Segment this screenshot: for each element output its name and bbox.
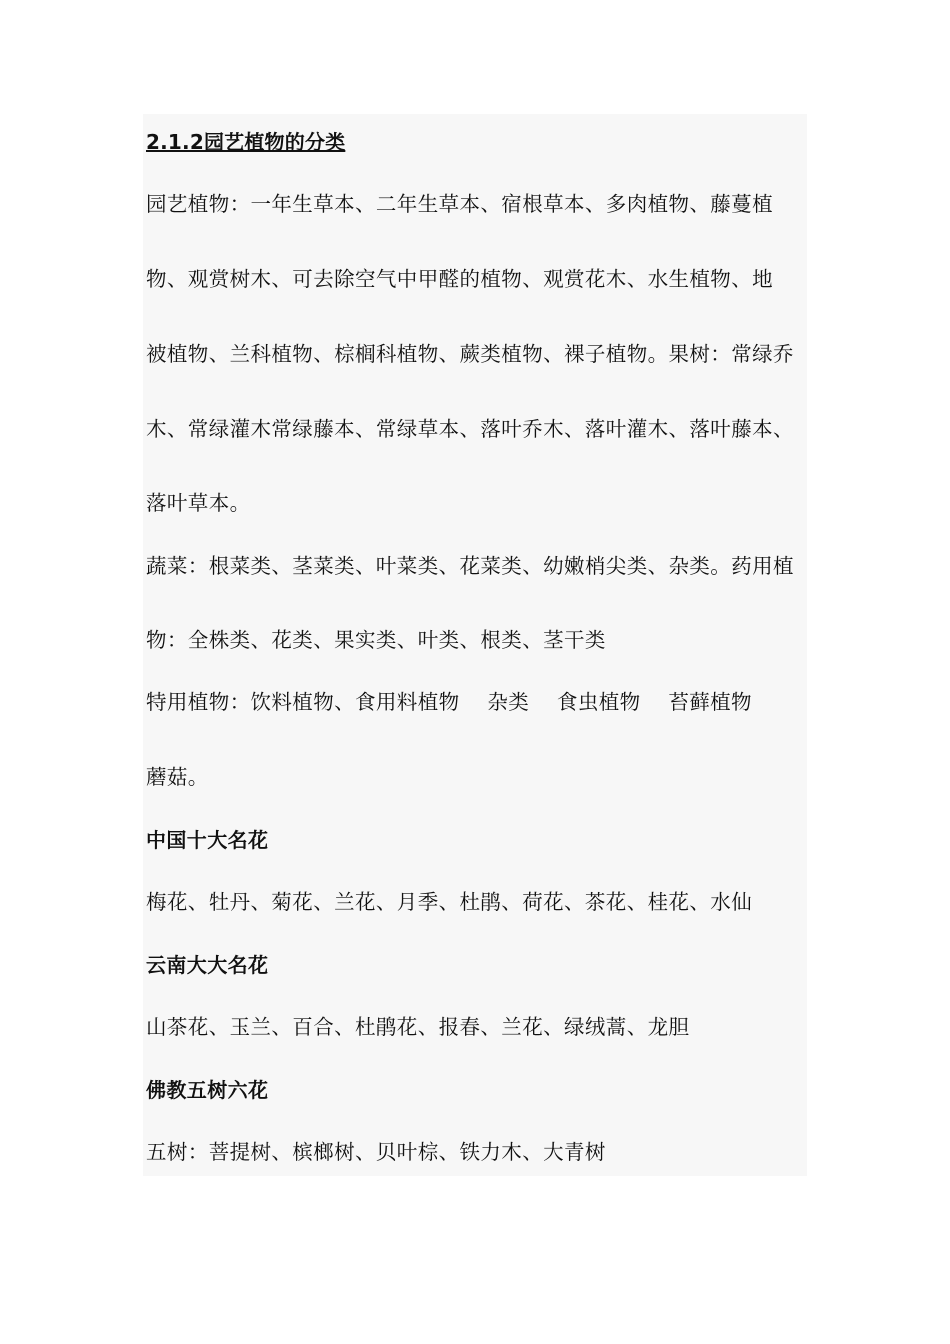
paragraph-line: 物、观赏树木、可去除空气中甲醛的植物、观赏花木、水生植物、地: [146, 267, 773, 291]
paragraph-line: 蘑菇。: [146, 765, 209, 789]
paragraph-line: 木、常绿灌木常绿藤本、常绿草本、落叶乔木、落叶灌木、落叶藤本、: [146, 417, 794, 441]
heading-top10-flowers: 中国十大名花: [146, 828, 269, 852]
paragraph-line: 蔬菜：根菜类、茎菜类、叶菜类、花菜类、幼嫩梢尖类、杂类。药用植: [146, 554, 794, 578]
paragraph-line: 特用植物：饮料植物、食用料植物 杂类 食虫植物 苔藓植物: [146, 690, 752, 714]
section-title: 2.1.2园艺植物的分类: [146, 130, 346, 154]
five-trees-list: 五树：菩提树、槟榔树、贝叶棕、铁力木、大青树: [146, 1140, 606, 1164]
paragraph-line: 落叶草本。: [146, 491, 251, 515]
heading-buddhist-trees-flowers: 佛教五树六花: [146, 1078, 269, 1102]
paragraph-line: 物：全株类、花类、果实类、叶类、根类、茎干类: [146, 628, 606, 652]
yunnan-flowers-list: 山茶花、玉兰、百合、杜鹃花、报春、兰花、绿绒蒿、龙胆: [146, 1015, 690, 1039]
paragraph-line: 被植物、兰科植物、棕榈科植物、蕨类植物、裸子植物。果树：常绿乔: [146, 342, 794, 366]
top10-flowers-list: 梅花、牡丹、菊花、兰花、月季、杜鹃、荷花、茶花、桂花、水仙: [146, 890, 753, 914]
paragraph-line: 园艺植物：一年生草本、二年生草本、宿根草本、多肉植物、藤蔓植: [146, 192, 773, 216]
heading-yunnan-flowers: 云南大大名花: [146, 953, 269, 977]
